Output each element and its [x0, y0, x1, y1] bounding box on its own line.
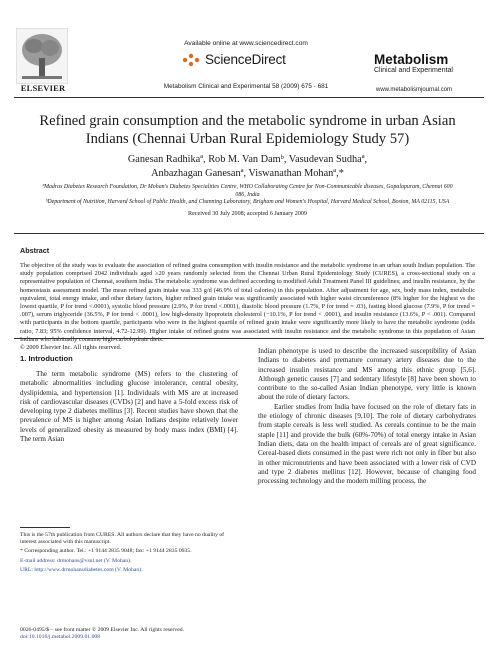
header-divider [14, 97, 484, 98]
article-title: Refined grain consumption and the metabolic syndrome in urban Asian Indians (Chennai Urban Rural Epidemiology Study 57) [39, 113, 456, 147]
abstract-top-divider [14, 233, 484, 234]
left-column [20, 370, 238, 444]
abstract-copyright: © 2009 Elsevier Inc. All rights reserved. [20, 344, 122, 352]
journal-citation: Metabolism Clinical and Experimental 58 (2009) 675 - 681 [163, 83, 329, 90]
publisher-name: ELSEVIER [20, 83, 66, 93]
author-line-2: Anbazhagan Ganesanª, Viswanathan Mohanª,* [151, 167, 344, 179]
intro-paragraph-1: The term metabolic syndrome (MS) refers to the clustering of metabolic abnormalities including glucose intolerance, central obesity, dyslipidemia, and hypertension [1]. Individuals with MS are at increased risk of cardiovascular diseases (CVDs) [2] and have a 5-fold excess risk of developing type 2 diabetes mellitus [3]. Recent studies have shown that the prevalence of MS is higher among Asian Indians despite relatively lower levels of generalized obesity as measured by body mass index (BMI) [4]. The term Asian [20, 370, 238, 444]
journal-name: Metabolism [374, 52, 449, 67]
right-column [258, 347, 476, 486]
journal-subtitle: Clinical and Experimental [374, 67, 453, 74]
affiliation-b: ᵇDepartment of Nutrition, Harvard School of Public Health, and Channing Laboratory, Brigham and Women's Hospital, Harvard Medical School, Boston, MA 02115, USA [45, 199, 450, 205]
abstract-text: The objective of the study was to evaluate the association of refined grains consumption with insulin resistance and the metabolic syndrome in an urban south Indian population. The study population comprised 2042 individuals aged ≥20 years randomly selected from the Chennai Urban Rural Epidemiology Study (CURES), a cross-sectional study on a representative population of Chennai, southern India. The metabolic syndrome was defined according to modified Adult Treatment Panel III guidelines; and insulin resistance, by the homeostasis assessment model. The mean refined grain intake was 333 g/d (46.9% of total calories) in this population. After adjustment for age, sex, body mass index, metabolic equivalent, total energy intake, and other dietary factors, higher refined grain intake was significantly associated with higher waist circumference (8% higher for the highest vs the lowest quartile, P for trend <.0001), systolic blood pressure (2.9%, P for trend <.0001), diastolic blood pressure (1.7%, P for trend = .03), fasting blood glucose (7.9%, P for trend = .007), serum triglyceride (36.5%, P for trend < .0001), low high-density lipoprotein cholesterol (−10.1%, P for trend < .0001), and insulin resistance (13.6%, P < .001). Compared with participants in the bottom quartile, participants who were in the highest quartile of refined grain intake were significantly more likely to have the metabolic syndrome (odds ratio, 7.83; 95% confidence interval, 4.72-12.99). Higher intake of refined grains was associated with insulin resistance and the metabolic syndrome in this population of Asian Indians who habitually consume high-carbohydrate diets. [20, 262, 475, 343]
received-dates: Received 30 July 2008; accepted 6 January 2009 [188, 211, 307, 217]
author-list [20, 153, 475, 180]
elsevier-tree-logo [16, 28, 68, 84]
author-email-link[interactable]: E-mail address: drmohans@vsnl.net (V. Mohan). [20, 557, 132, 564]
footnote-divider [20, 527, 70, 528]
intro-paragraph-1-continued: Indian phenotype is used to describe the increased susceptibility of Asian Indians to diabetes and premature coronary artery diseases due to the increased insulin resistance and MS among this ethnic group [5,6]. Although genetic causes [7] and sedentary lifestyle [8] have been shown to contribute to the so-called Asian Indian phenotype, very little is known about the role of dietary factors. [258, 347, 476, 402]
sciencedirect-wordmark: ScienceDirect [205, 52, 286, 67]
available-online-text: Available online at www.sciencedirect.com [184, 40, 308, 47]
publication-info [20, 627, 238, 642]
journal-url[interactable]: www.metabolismjournal.com [376, 87, 453, 93]
author-line-1: Ganesan Radhikaª, Rob M. Van Damᵇ, Vasudevan Sudhaª, [127, 154, 368, 165]
issn-line: 0026-0495/$ – see front matter © 2009 Elsevier Inc. All rights reserved. [20, 627, 185, 633]
abstract-heading: Abstract [20, 246, 50, 255]
doi-link[interactable]: doi:10.1016/j.metabol.2009.01.008 [20, 634, 101, 641]
intro-paragraph-2: Earlier studies from India have focused on the role of dietary fats in the etiology of chronic diseases [9,10]. The role of dietary carbohydrates from staple cereals is less well studied. As cereals continue to be the main staple [11] and provide the bulk (60%-70%) of total energy intake in Asian Indian diets, data on the health impact of cereals are of great significance. Cereal-based diets consumed in the past were rich not only in fiber but also in other micronutrients and have been associated with a lower risk of CVD and type 2 diabetes mellitus [12]. However, because of changing food processing technology and the modern milling process, the [258, 402, 476, 486]
footnote-cures: This is the 57th publication from CURES. All authors declare that they have no duality of interest associated with this manuscript. [20, 532, 225, 546]
author-url-link[interactable]: URL: http://www.drmohansdiabetes.com (V. Mohan). [20, 566, 143, 573]
affiliation-a: ªMadras Diabetes Research Foundation, Dr Mohan's Diabetes Specialities Centre, WHO Collaborating Centre for Non-Communicable diseases, Gopalapuram, Chennai 600 086, India [42, 184, 453, 198]
footnotes [20, 532, 238, 576]
abstract-bottom-divider [14, 338, 484, 339]
footnote-corresponding-author: * Corresponding author. Tel.: +1 9144 2835 9048; fax: +1 9144 2835 0935. [20, 548, 192, 555]
introduction-heading: 1. Introduction [20, 354, 73, 363]
